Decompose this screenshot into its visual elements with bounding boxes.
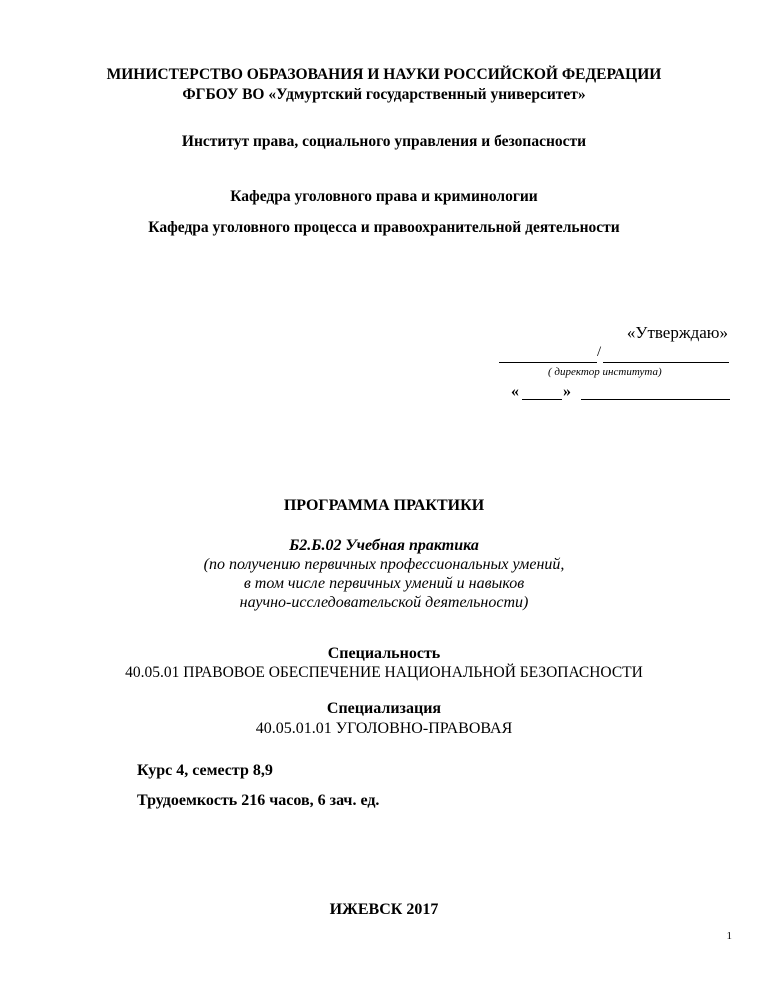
signature-slash: / [597,344,602,360]
date-open-quote: « [511,383,519,400]
department-criminal-law: Кафедра уголовного права и криминологии [230,188,538,205]
specialization-label: Специализация [326,700,442,717]
date-month-year-line [581,399,730,400]
name-line [603,362,729,363]
city-year: ИЖЕВСК 2017 [329,901,439,918]
institute-name: Институт права, социального управления и безопасности [181,133,587,150]
practice-description-line-2: в том числе первичных умений и навыков [243,575,525,592]
university-name: ФГБОУ ВО «Удмуртский государственный университет» [182,86,586,103]
approval-title: «Утверждаю» [626,323,728,342]
date-day-line [522,399,562,400]
date-close-quote: » [563,383,571,400]
signature-caption: ( директор института) [548,366,662,378]
signature-line [499,362,597,363]
program-title: ПРОГРАММА ПРАКТИКИ [283,497,485,514]
practice-description-line-3: научно-исследовательской деятельности) [239,594,529,611]
specialization-value: 40.05.01.01 УГОЛОВНО-ПРАВОВАЯ [255,720,513,737]
course-semester: Курс 4, семестр 8,9 [137,762,273,779]
specialty-label: Специальность [327,645,441,662]
ministry-title: МИНИСТЕРСТВО ОБРАЗОВАНИЯ И НАУКИ РОССИЙСКОЙ ФЕДЕРАЦИИ [106,66,662,83]
workload: Трудоемкость 216 часов, 6 зач. ед. [137,792,380,809]
department-criminal-procedure: Кафедра уголовного процесса и правоохранительной деятельности [148,219,620,236]
practice-description-line-1: (по получению первичных профессиональных умений, [203,556,565,573]
practice-code-name: Б2.Б.02 Учебная практика [289,537,479,554]
specialty-value: 40.05.01 ПРАВОВОЕ ОБЕСПЕЧЕНИЕ НАЦИОНАЛЬНОЙ БЕЗОПАСНОСТИ [125,664,643,681]
page-number: 1 [726,930,732,942]
